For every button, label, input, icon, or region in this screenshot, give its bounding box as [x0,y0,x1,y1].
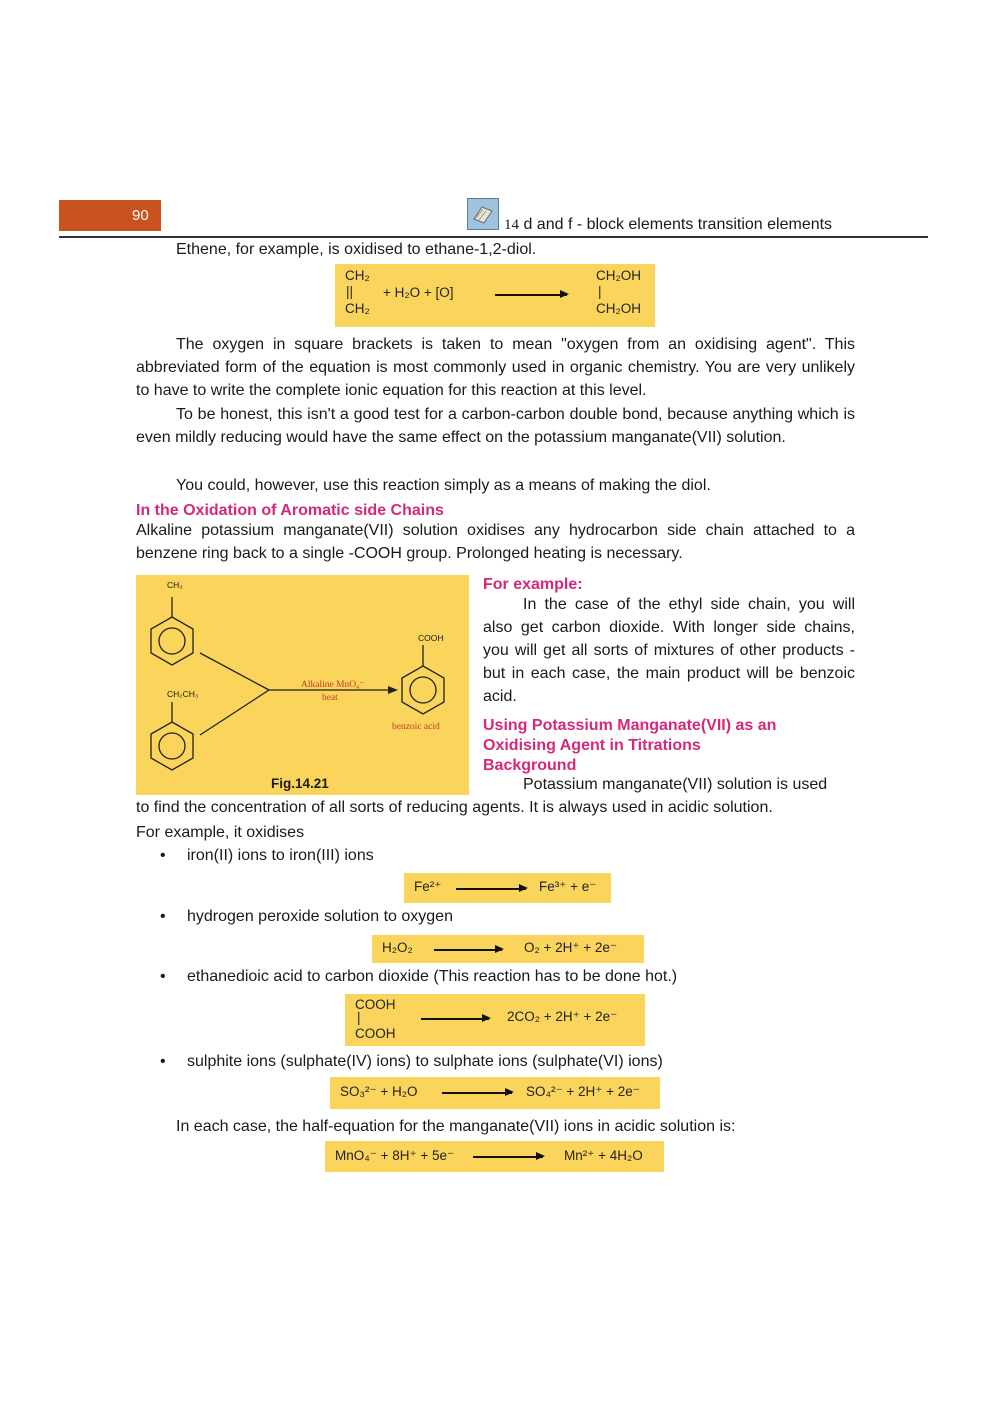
figure-14-21 [136,575,469,795]
eq-text: | [357,1010,361,1025]
label-reagent: Alkaline MnO₄⁻ [301,680,365,690]
label-heat: heat [322,693,338,703]
bullet-dot: • [160,847,166,864]
label-cooh: COOH [418,633,444,643]
eq-text: 2CO₂ + 2H⁺ + 2e⁻ [507,1009,618,1024]
eq-text: MnO₄⁻ + 8H⁺ + 5e⁻ [335,1148,455,1163]
equation-iron [404,873,611,903]
eq-text: COOH [355,997,396,1012]
heading-for-example: For example: [483,576,583,593]
equation-sulphite [330,1077,660,1109]
reaction-arrow [473,1156,543,1158]
equation-manganate [325,1141,664,1172]
reaction-arrow [456,888,526,890]
paragraph-4: Alkaline potassium manganate(VII) solution oxidises any hydrocarbon side chain attached to a benzene ring back to a single -COOH group. Prolonged heating is necessary. [136,522,855,562]
bullet-dot: • [160,908,166,925]
heading-titration-2: Oxidising Agent in Titrations [483,737,701,754]
paragraph-6-start: Potassium manganate(VII) solution is used [523,776,828,793]
paragraph-8: In each case, the half-equation for the manganate(VII) ions in acidic solution is: [176,1118,736,1135]
label-ch2ch3: CH₂CH₃ [167,689,199,699]
page-number: 90 [132,207,149,224]
book-icon [467,198,499,230]
eq-text: | [598,284,602,299]
paragraph-3: You could, however, use this reaction simply as a means of making the diol. [176,477,711,494]
reaction-arrow [442,1092,512,1094]
heading-background: Background [483,757,577,774]
bullet-dot: • [160,968,166,985]
paragraph-1: The oxygen in square brackets is taken to mean "oxygen from an oxidising agent". This abbreviated form of the equation is most commonly used in organic chemistry. You are very unlikely to have to write the complete ionic equation for this reaction at this level. [136,336,855,399]
eq-text: Fe³⁺ + e⁻ [539,879,597,894]
eq-text: Mn²⁺ + 4H₂O [564,1148,643,1163]
chapter-name: d and f - block elements transition elements [523,216,833,233]
eq-text: SO₄²⁻ + 2H⁺ + 2e⁻ [526,1084,640,1099]
eq-text: H₂O₂ [382,940,413,955]
paragraph-6-rest: to find the concentration of all sorts of reducing agents. It is always used in acidic solution. [136,799,773,816]
equation-ethene [335,264,655,327]
eq-text: O₂ + 2H⁺ + 2e⁻ [524,940,618,955]
equation-ethanedioic [345,994,645,1046]
eq-text: Fe²⁺ [414,879,442,894]
page-number-tab [59,200,161,231]
label-benzoic-acid: benzoic acid [392,722,440,732]
eq-text: CH₂ [345,301,370,316]
eq-text: COOH [355,1026,396,1041]
list-item-text: hydrogen peroxide solution to oxygen [187,908,453,925]
paragraph-7: For example, it oxidises [136,824,305,841]
reaction-arrow [421,1018,489,1020]
bullet-dot: • [160,1053,166,1070]
list-item-text: ethanedioic acid to carbon dioxide (This reaction has to be done hot.) [187,968,678,985]
eq-text: SO₃²⁻ + H₂O [340,1084,418,1099]
reaction-arrow [434,949,502,951]
heading-aromatic: In the Oxidation of Aromatic side Chains [136,502,444,519]
chapter-number: 14 [504,217,519,233]
paragraph-5: In the case of the ethyl side chain, you will also get carbon dioxide. With longer side chains, you will get all sorts of mixtures of other products - but in each case, the main product will be benzoic acid. [483,596,855,705]
eq-text: CH₂OH [596,268,641,283]
equation-peroxide [372,935,644,963]
eq-text: + H₂O + [O] [383,285,454,300]
paragraph-2: To be honest, this isn't a good test for a carbon-carbon double bond, because anything which is even mildly reducing would have the same effect on the potassium manganate(VII) solution. [136,406,855,446]
chapter-title [504,216,832,234]
figure-caption: Fig.14.21 [271,776,329,791]
reaction-arrow [495,294,567,296]
heading-titration-1: Using Potassium Manganate(VII) as an [483,717,777,734]
eq-text: CH₂OH [596,301,641,316]
label-ch3: CH₃ [167,580,183,590]
list-item-text: iron(II) ions to iron(III) ions [187,847,374,864]
intro-text: Ethene, for example, is oxidised to ethane-1,2-diol. [176,241,537,258]
eq-text: CH₂ [345,268,370,283]
eq-text: || [346,284,354,299]
list-item-text: sulphite ions (sulphate(IV) ions) to sulphate ions (sulphate(VI) ions) [187,1053,663,1070]
